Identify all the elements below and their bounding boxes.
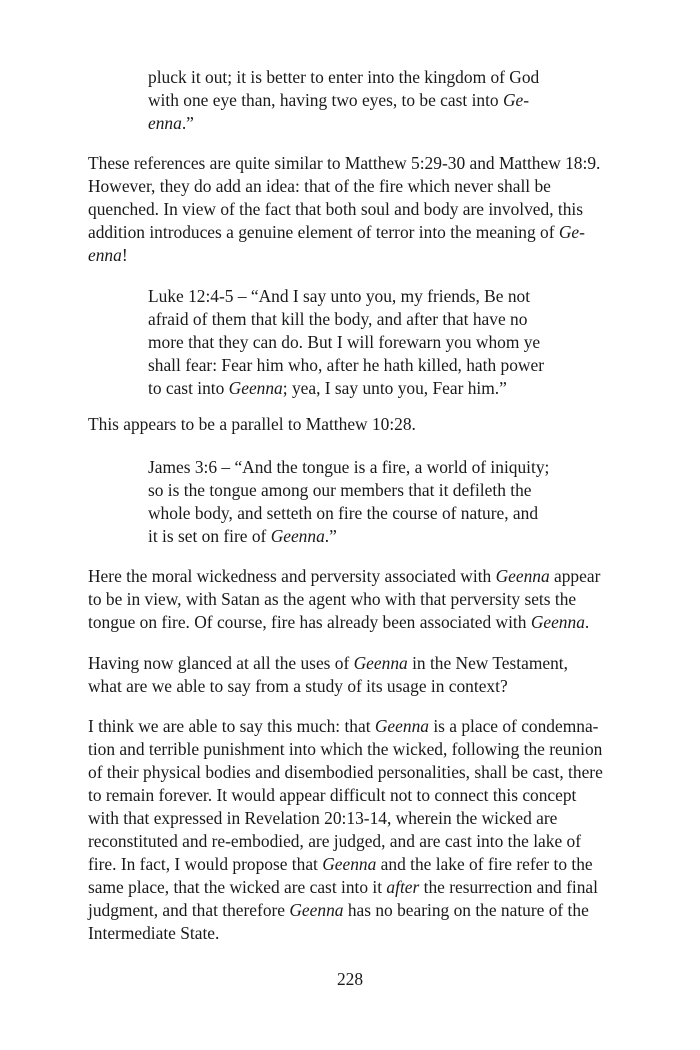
- italic-term: enna: [88, 245, 122, 265]
- quote-line: Luke 12:4-5 – “And I say unto you, my friends, Be not: [148, 286, 531, 306]
- paragraph-line: reconstituted and re-embodied, are judged, and are cast into the lake of: [88, 831, 582, 851]
- quote-line: enna.”: [148, 113, 194, 133]
- paragraph-line: judgment, and that therefore Geenna has no bearing on the nature of the: [88, 900, 589, 920]
- quote-line: whole body, and setteth on fire the course of nature, and: [148, 503, 539, 523]
- quote-line: shall fear: Fear him who, after he hath killed, hath power: [148, 355, 544, 375]
- paragraph-line: to remain forever. It would appear difficult not to connect this concept: [88, 785, 577, 805]
- paragraph-line: fire. In fact, I would propose that Geenna and the lake of fire refer to the: [88, 854, 593, 874]
- italic-term: after: [386, 877, 420, 897]
- quote-line: it is set on fire of Geenna.”: [148, 526, 337, 546]
- quote-line: afraid of them that kill the body, and after that have no: [148, 309, 528, 329]
- italic-term: Geenna: [322, 854, 377, 874]
- quote-line: James 3:6 – “And the tongue is a fire, a world of iniquity;: [148, 457, 550, 477]
- italic-term: Geenna: [270, 526, 325, 546]
- italic-term: Geenna: [374, 716, 429, 736]
- paragraph-line: I think we are able to say this much: that Geenna is a place of condemna-: [88, 716, 599, 736]
- page-number: 228: [336, 969, 364, 989]
- paragraph-line: of their physical bodies and disembodied personalities, shall be cast, there: [88, 762, 603, 782]
- quote-line: more that they can do. But I will forewarn you whom ye: [148, 332, 541, 352]
- paragraph-line: quenched. In view of the fact that both soul and body are involved, this: [88, 199, 584, 219]
- paragraph-line: to be in view, with Satan as the agent who with that perversity sets the: [88, 589, 577, 609]
- italic-term: Geenna: [289, 900, 344, 920]
- paragraph-line: same place, that the wicked are cast into it after the resurrection and final: [88, 877, 598, 897]
- quote-line: to cast into Geenna; yea, I say unto you, Fear him.”: [148, 378, 507, 398]
- paragraph-line: with that expressed in Revelation 20:13-14, wherein the wicked are: [88, 808, 558, 828]
- paragraph-line: tongue on fire. Of course, fire has already been associated with Geenna.: [88, 612, 590, 632]
- quote-line: pluck it out; it is better to enter into the kingdom of God: [148, 67, 540, 87]
- italic-term: Geenna: [495, 566, 550, 586]
- italic-term: Ge-: [558, 222, 585, 242]
- paragraph-line: However, they do add an idea: that of the fire which never shall be: [88, 176, 551, 196]
- paragraph-line: tion and terrible punishment into which the wicked, following the reunion: [88, 739, 603, 759]
- italic-term: Geenna: [530, 612, 585, 632]
- paragraph-line: This appears to be a parallel to Matthew 10:28.: [88, 414, 416, 434]
- italic-term: Geenna: [228, 378, 283, 398]
- quote-line: so is the tongue among our members that it defileth the: [148, 480, 532, 500]
- italic-term: Ge-: [502, 90, 530, 110]
- italic-term: Geenna: [353, 653, 408, 673]
- paragraph-line: These references are quite similar to Matthew 5:29-30 and Matthew 18:9.: [88, 153, 601, 173]
- paragraph-line: what are we able to say from a study of its usage in context?: [88, 676, 508, 696]
- paragraph-line: enna!: [88, 245, 128, 265]
- paragraph-line: addition introduces a genuine element of terror into the meaning of Ge-: [88, 222, 585, 242]
- quote-line: with one eye than, having two eyes, to be cast into Ge-: [148, 90, 530, 110]
- paragraph-line: Having now glanced at all the uses of Geenna in the New Testament,: [88, 653, 568, 673]
- paragraph-line: Here the moral wickedness and perversity associated with Geenna appear: [88, 566, 601, 586]
- italic-term: enna: [148, 113, 182, 133]
- paragraph-line: Intermediate State.: [88, 923, 220, 943]
